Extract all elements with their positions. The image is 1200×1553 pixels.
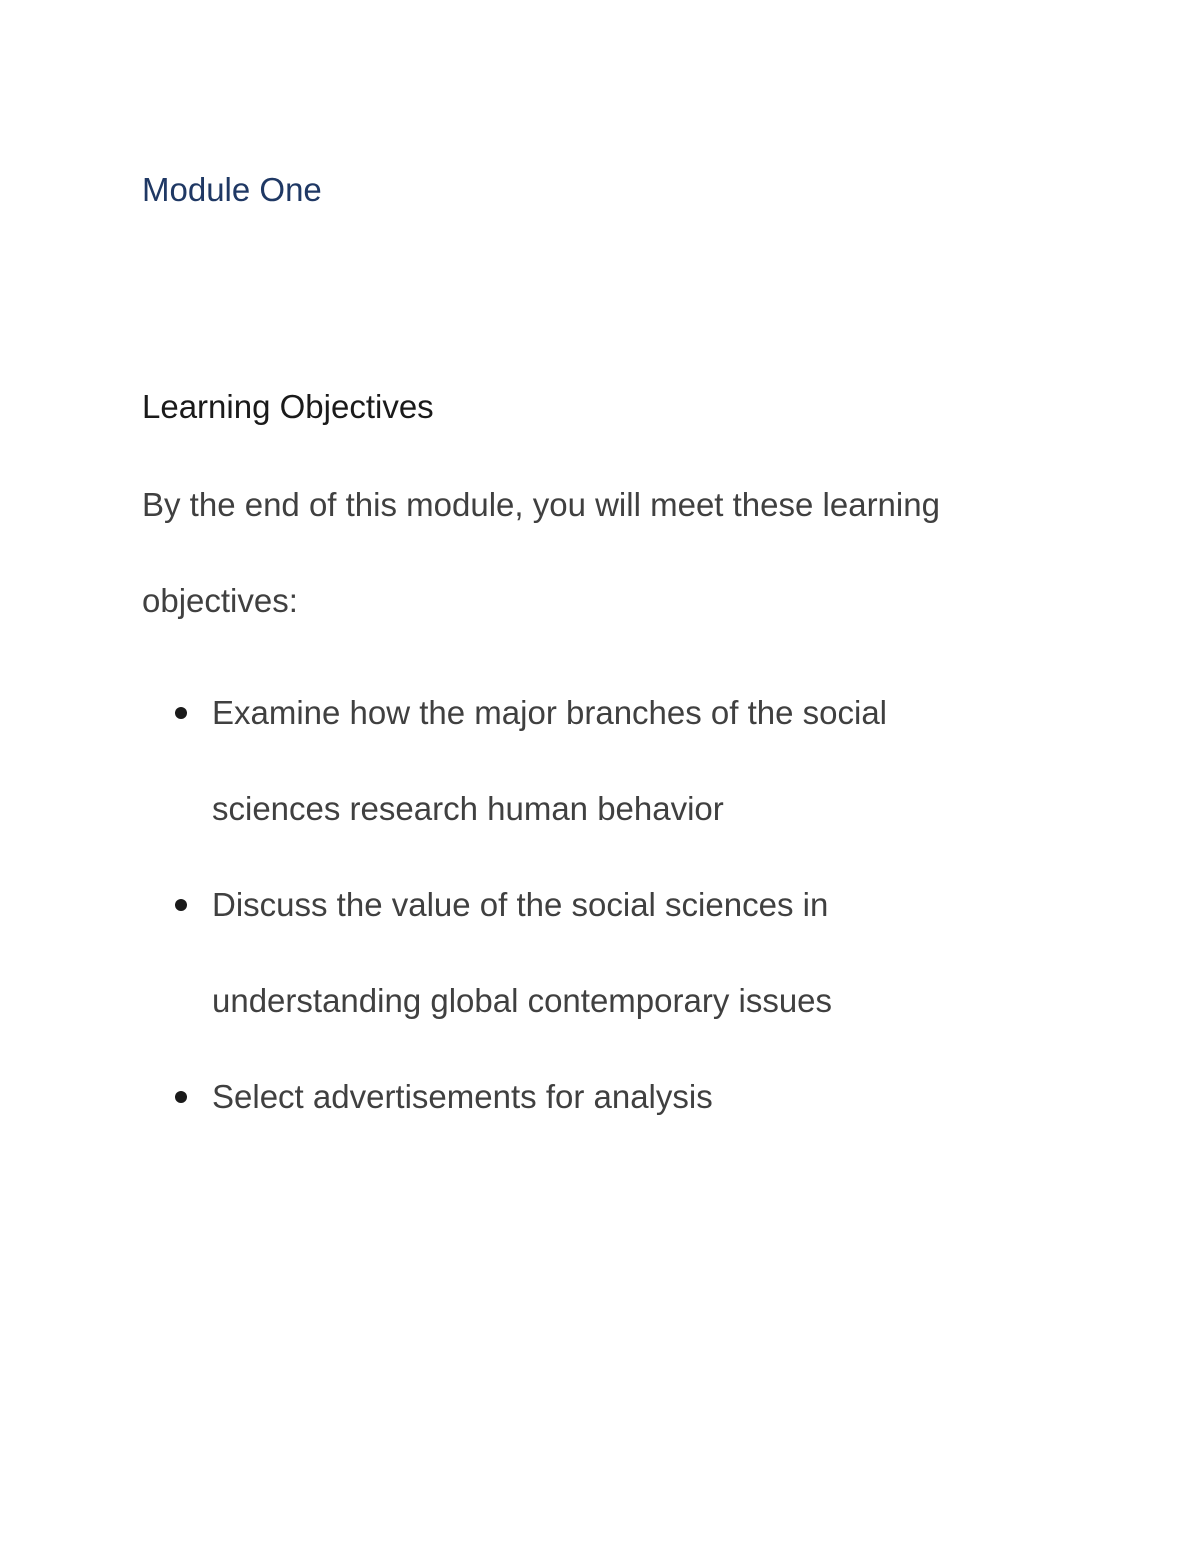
objective-line: Select advertisements for analysis	[212, 1078, 713, 1115]
intro-line: By the end of this module, you will meet these learning	[142, 486, 940, 523]
section-heading: Learning Objectives	[142, 388, 434, 425]
intro-paragraph	[142, 481, 1042, 673]
objective-item	[142, 881, 1042, 1073]
objective-item	[142, 1073, 1042, 1169]
bullet-icon	[175, 1091, 187, 1103]
objective-line: Discuss the value of the social sciences in	[212, 886, 829, 923]
objectives-list	[142, 689, 1042, 1169]
objective-line: sciences research human behavior	[212, 790, 724, 827]
intro-line: objectives:	[142, 582, 298, 619]
bullet-icon	[175, 899, 187, 911]
bullet-icon	[175, 707, 187, 719]
objective-item	[142, 689, 1042, 881]
objective-line: understanding global contemporary issues	[212, 982, 833, 1019]
page-title: Module One	[142, 171, 322, 208]
objective-line: Examine how the major branches of the social	[212, 694, 888, 731]
